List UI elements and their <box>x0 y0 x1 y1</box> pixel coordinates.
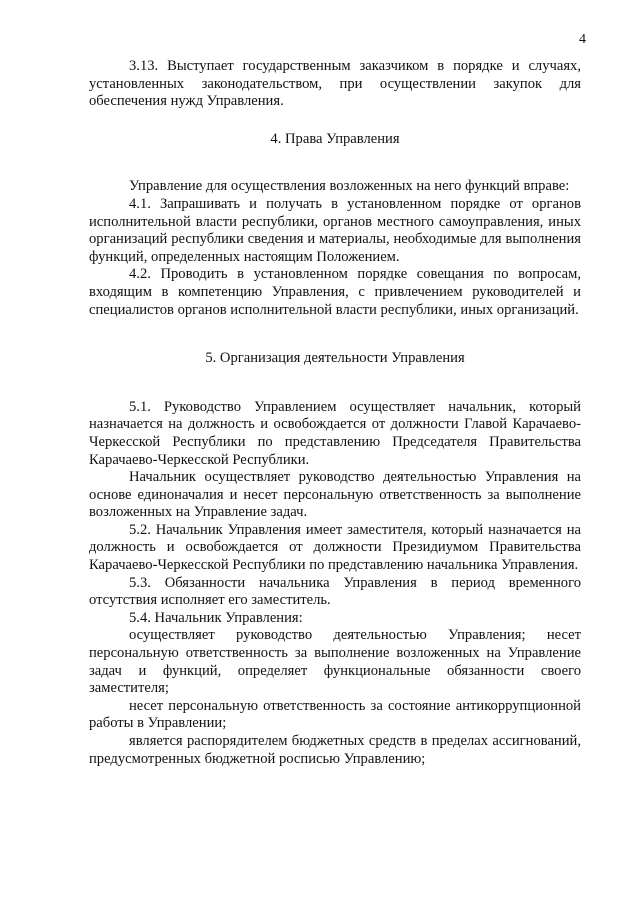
paragraph-4-1: 4.1. Запрашивать и получать в установленном порядке от органов исполнительной власти республики, органов местного самоуправления, иных организаций республики сведения и материалы, необходимые для выполнения функций, определенных настоящим Положением. <box>89 195 581 265</box>
paragraph-duty-anticorruption: несет персональную ответственность за состояние антикоррупционной работы в Управлении; <box>89 697 581 732</box>
page-number: 4 <box>579 32 586 47</box>
paragraph-rights-intro: Управление для осуществления возложенных на него функций вправе: <box>129 178 570 195</box>
section-heading-rights: 4. Права Управления <box>270 130 400 147</box>
document-body <box>89 58 581 768</box>
paragraph-head-responsibility: Начальник осуществляет руководство деятельностью Управления на основе единоначалия и несет персональную ответственность за выполнение возложенных на Управление задач. <box>89 469 581 521</box>
paragraph-duty-budget: является распорядителем бюджетных средств в пределах ассигнований, предусмотренных бюджетной росписью Управлению; <box>89 733 581 767</box>
paragraph-4-2: 4.2. Проводить в установленном порядке совещания по вопросам, входящим в компетенцию Управления, с привлечением руководителей и специалистов органов исполнительной власти республики, иных организаций. <box>89 266 581 318</box>
paragraph-3-13: 3.13. Выступает государственным заказчиком в порядке и случаях, установленных законодательством, при осуществлении закупок для обеспечения нужд Управления. <box>89 58 581 110</box>
paragraph-5-3: 5.3. Обязанности начальника Управления в период временного отсутствия исполняет его заместитель. <box>89 574 581 609</box>
paragraph-5-2: 5.2. Начальник Управления имеет заместителя, который назначается на должность и освобождается от должности Президиумом Правительства Карачаево-Черкесской Республики по представлению начальника Управления. <box>89 521 581 574</box>
paragraph-5-4: 5.4. Начальник Управления: <box>129 609 303 626</box>
section-heading-organization: 5. Организация деятельности Управления <box>205 350 465 367</box>
paragraph-5-1: 5.1. Руководство Управлением осуществляет начальник, который назначается на должность и освобождается от должности Главой Карачаево-Черкесской Республики по представлению Председателя Правительства Карачаево-Черкесской Республики. <box>89 398 581 468</box>
paragraph-duty-management: осуществляет руководство деятельностью Управления; несет персональную ответственность за выполнение возложенных на Управление задач и функций, определяет функциональные обязанности своего заместителя; <box>89 627 581 697</box>
